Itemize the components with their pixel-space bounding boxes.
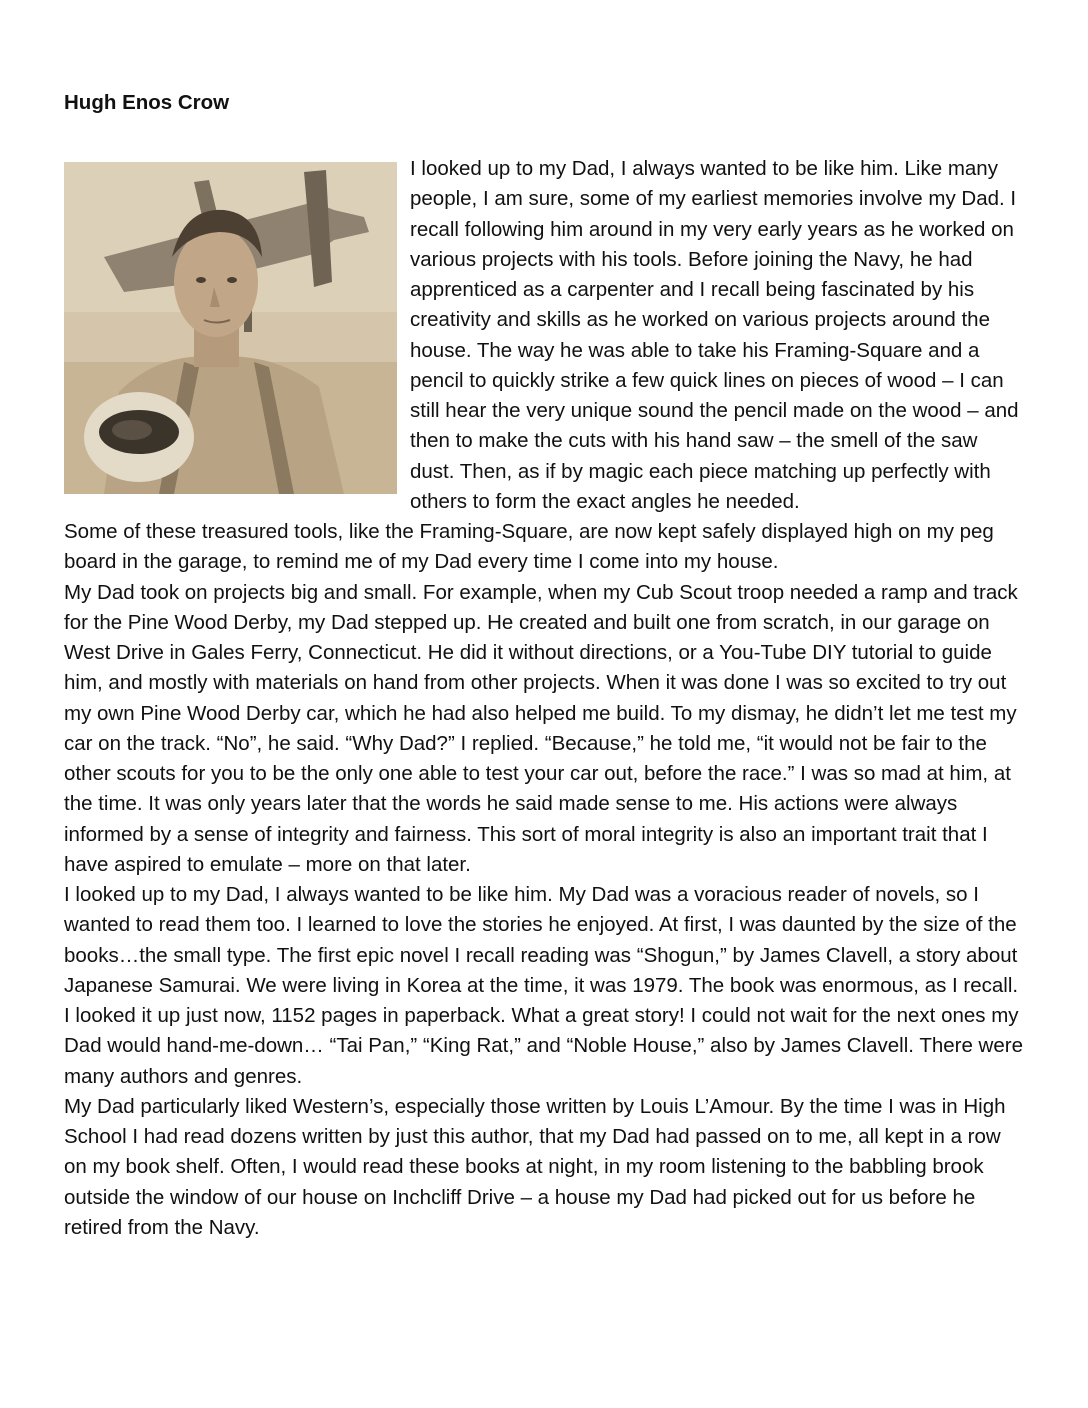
paragraph-3: My Dad took on projects big and small. For example, when my Cub Scout troop needed a ramp and track for the Pine Wood Derby, my Dad stepped up. He created and built one from scratch, in our garage on West Drive in Gales Ferry, Connecticut. He did it without directions, or a You-Tube DIY tutorial to guide him, and mostly with materials on hand from other projects. When it was done I was so excited to try out my own Pine Wood Derby car, which he had also helped me build. To my dismay, he didn’t let me test my car on the track. “No”, he said. “Why Dad?” I replied. “Because,” he told me, “it would not be fair to the other scouts for you to be the only one able to test your car out, before the race.” I was so mad at him, at the time. It was only years later that the words he said made sense to me. His actions were always informed by a sense of integrity and fairness. This sort of moral integrity is also an important trait that I have aspired to emulate – more on that later. (64, 580, 1018, 876)
paragraph-5: My Dad particularly liked Western’s, especially those written by Louis L’Amour. By the time I was in High School I had read dozens written by just this author, that my Dad had passed on to me, all kept in a row on my book shelf. Often, I would read these books at night, in my room listening to the babbling brook outside the window of our house on Inchcliff Drive – a house my Dad had picked out for us before he retired from the Navy. (64, 1094, 1006, 1239)
portrait-photo-icon (64, 162, 397, 494)
paragraph-1: I looked up to my Dad, I always wanted to be like him. Like many people, I am sure, some of my earliest memories involve my Dad. I recall following him around in my very early years as he worked on various projects with his tools. Before joining the Navy, he had apprenticed as a carpenter and I recall being fascinated by his creativity and skills as he worked on various projects around the house. The way he was able to take his Framing-Square and a pencil to quickly strike a few quick lines on pieces of wood – I can still hear the very unique sound the pencil made on the wood – and then to make the cuts with his hand saw – the smell of the saw dust. Then, as if by magic each piece matching up perfectly with others to form the exact angles he needed. (410, 157, 1019, 513)
document-title: Hugh Enos Crow (64, 91, 230, 114)
paragraph-4: I looked up to my Dad, I always wanted to be like him. My Dad was a voracious reader of novels, so I wanted to read them too. I learned to love the stories he enjoyed. At first, I was daunted by the size of the books…the small type. The first epic novel I recall reading was “Shogun,” by James Clavell, a story about Japanese Samurai. We were living in Korea at the time, it was 1979. The book was enormous, as I recall. I looked it up just now, 1152 pages in paperback. What a great story! I could not wait for the next ones my Dad would hand-me-down… “Tai Pan,” “King Rat,” and “Noble House,” also by James Clavell. There were many authors and genres. (64, 883, 1023, 1088)
paragraph-2: Some of these treasured tools, like the Framing-Square, are now kept safely displayed high on my peg board in the garage, to remind me of my Dad every time I come into my house. (64, 520, 994, 574)
document-page (64, 88, 1024, 1243)
portrait-photo (64, 162, 397, 494)
